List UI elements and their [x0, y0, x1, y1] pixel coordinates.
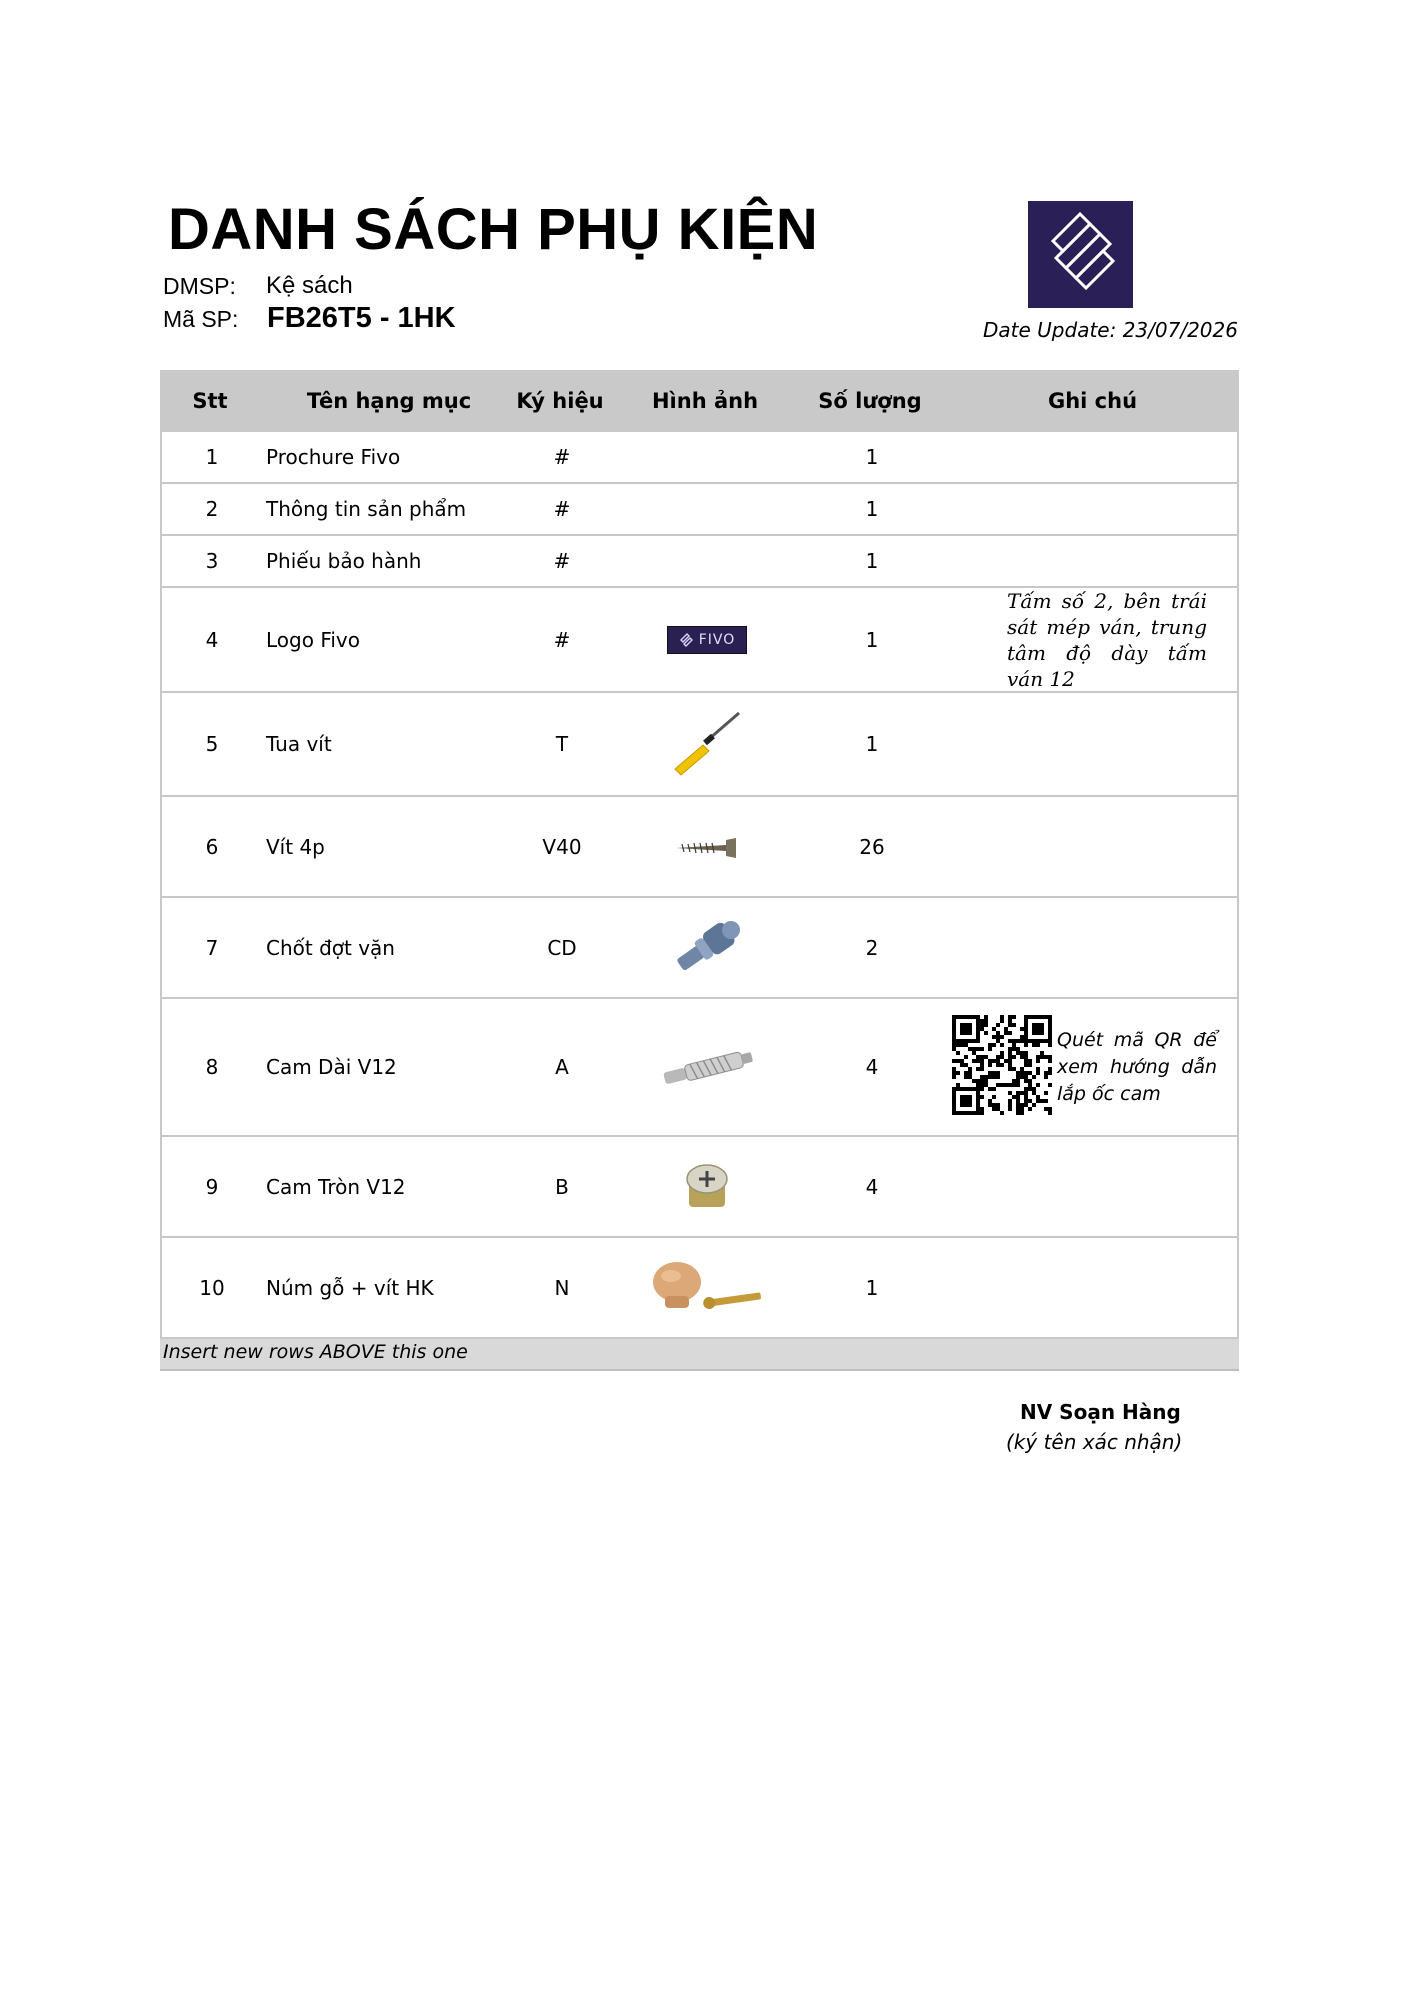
qr-code-icon [952, 1015, 1052, 1120]
product-code-label: Mã SP: [163, 306, 239, 332]
row-stt: 6 [205, 834, 219, 859]
stripes-logo-icon [1028, 201, 1133, 308]
row-name: Prochure Fivo [266, 445, 401, 469]
fivo-logo-text: FIVO [698, 631, 736, 648]
table-row [160, 536, 1239, 588]
table-row [160, 797, 1239, 898]
row-qty: 1 [865, 732, 879, 756]
dmsp-label: DMSP: [163, 273, 236, 299]
screw-icon [672, 832, 742, 862]
header-qty: Số lượng [818, 389, 922, 413]
row-code: B [555, 1174, 569, 1199]
header-name: Tên hạng mục [306, 389, 472, 413]
signature-subtitle: (ký tên xác nhận) [1006, 1430, 1183, 1454]
row-code: # [553, 497, 571, 521]
row-qty: 1 [865, 445, 879, 469]
row-qty: 4 [865, 1174, 879, 1199]
signature-title: NV Soạn Hàng [1020, 1400, 1181, 1424]
table-header [160, 370, 1239, 432]
row-stt: 2 [205, 497, 219, 521]
row-qty: 26 [859, 834, 885, 859]
table-footer-text: Insert new rows ABOVE this one [163, 1341, 468, 1363]
row-image [622, 693, 792, 795]
row-name: Tua vít [266, 732, 332, 756]
fivo-logo-plate-icon [667, 626, 747, 654]
row-image [622, 999, 792, 1135]
row-qty: 1 [865, 1275, 879, 1300]
row-code: T [555, 732, 569, 756]
row-note-text: Quét mã QR để xem hướng dẫn lắp ốc cam [1057, 1028, 1217, 1105]
row-code: V40 [542, 834, 582, 859]
row-image [622, 797, 792, 896]
row-code: # [553, 549, 571, 573]
table-row [160, 432, 1239, 484]
date-update: Date Update: 23/07/2026 [983, 318, 1238, 342]
dmsp-value: Kệ sách [266, 272, 353, 299]
row-image [622, 1238, 792, 1337]
row-qty: 1 [865, 627, 879, 652]
table-row [160, 898, 1239, 999]
row-image [622, 588, 792, 691]
row-code: # [553, 627, 571, 652]
row-stt: 7 [205, 935, 219, 960]
row-note [952, 999, 1237, 1135]
row-code: A [555, 1055, 569, 1079]
row-name: Cam Dài V12 [266, 1055, 397, 1079]
page-title: DANH SÁCH PHỤ KIỆN [168, 197, 819, 262]
row-name: Vít 4p [266, 834, 325, 859]
product-code-value: FB26T5 - 1HK [267, 302, 456, 334]
row-stt: 4 [205, 627, 219, 652]
row-code: N [554, 1275, 570, 1300]
cam-bolt-icon [657, 1042, 757, 1092]
table-row [160, 1137, 1239, 1238]
shelf-pin-icon [667, 916, 747, 980]
row-stt: 10 [199, 1275, 225, 1300]
row-stt: 9 [205, 1174, 219, 1199]
table-row [160, 999, 1239, 1137]
cam-lock-icon [679, 1159, 735, 1215]
wooden-knob-icon [647, 1258, 767, 1318]
row-name: Núm gỗ + vít HK [266, 1275, 434, 1300]
row-stt: 3 [205, 549, 219, 573]
row-image [622, 898, 792, 997]
table-row [160, 588, 1239, 693]
row-code: # [553, 445, 571, 469]
header-image: Hình ảnh [651, 389, 759, 413]
row-name: Thông tin sản phẩm [266, 497, 467, 521]
row-stt: 8 [205, 1055, 219, 1079]
row-name: Chốt đợt vặn [266, 935, 395, 960]
row-code: CD [547, 935, 577, 960]
row-qty: 1 [865, 497, 879, 521]
table-footer [160, 1339, 1239, 1371]
row-note [952, 588, 1237, 691]
row-note-text: Tấm số 2, bên trái sát mép ván, trung tâm độ dày tấm ván 12 [1007, 588, 1207, 691]
row-qty: 1 [865, 549, 879, 573]
brand-logo [1028, 201, 1133, 308]
row-name: Logo Fivo [266, 627, 360, 652]
table-row [160, 693, 1239, 797]
table-row [160, 484, 1239, 536]
accessory-table [160, 370, 1239, 1371]
screwdriver-icon [667, 709, 747, 779]
row-qty: 2 [865, 935, 879, 960]
row-name: Phiếu bảo hành [266, 549, 422, 573]
header-stt: Stt [192, 389, 228, 413]
header-note: Ghi chú [1047, 389, 1138, 413]
table-row [160, 1238, 1239, 1339]
header-code: Ký hiệu [516, 389, 604, 413]
fivo-mark-icon [679, 633, 695, 647]
row-name: Cam Tròn V12 [266, 1174, 406, 1199]
row-qty: 4 [865, 1055, 879, 1079]
row-stt: 5 [205, 732, 219, 756]
row-image [622, 1137, 792, 1236]
row-stt: 1 [205, 445, 219, 469]
